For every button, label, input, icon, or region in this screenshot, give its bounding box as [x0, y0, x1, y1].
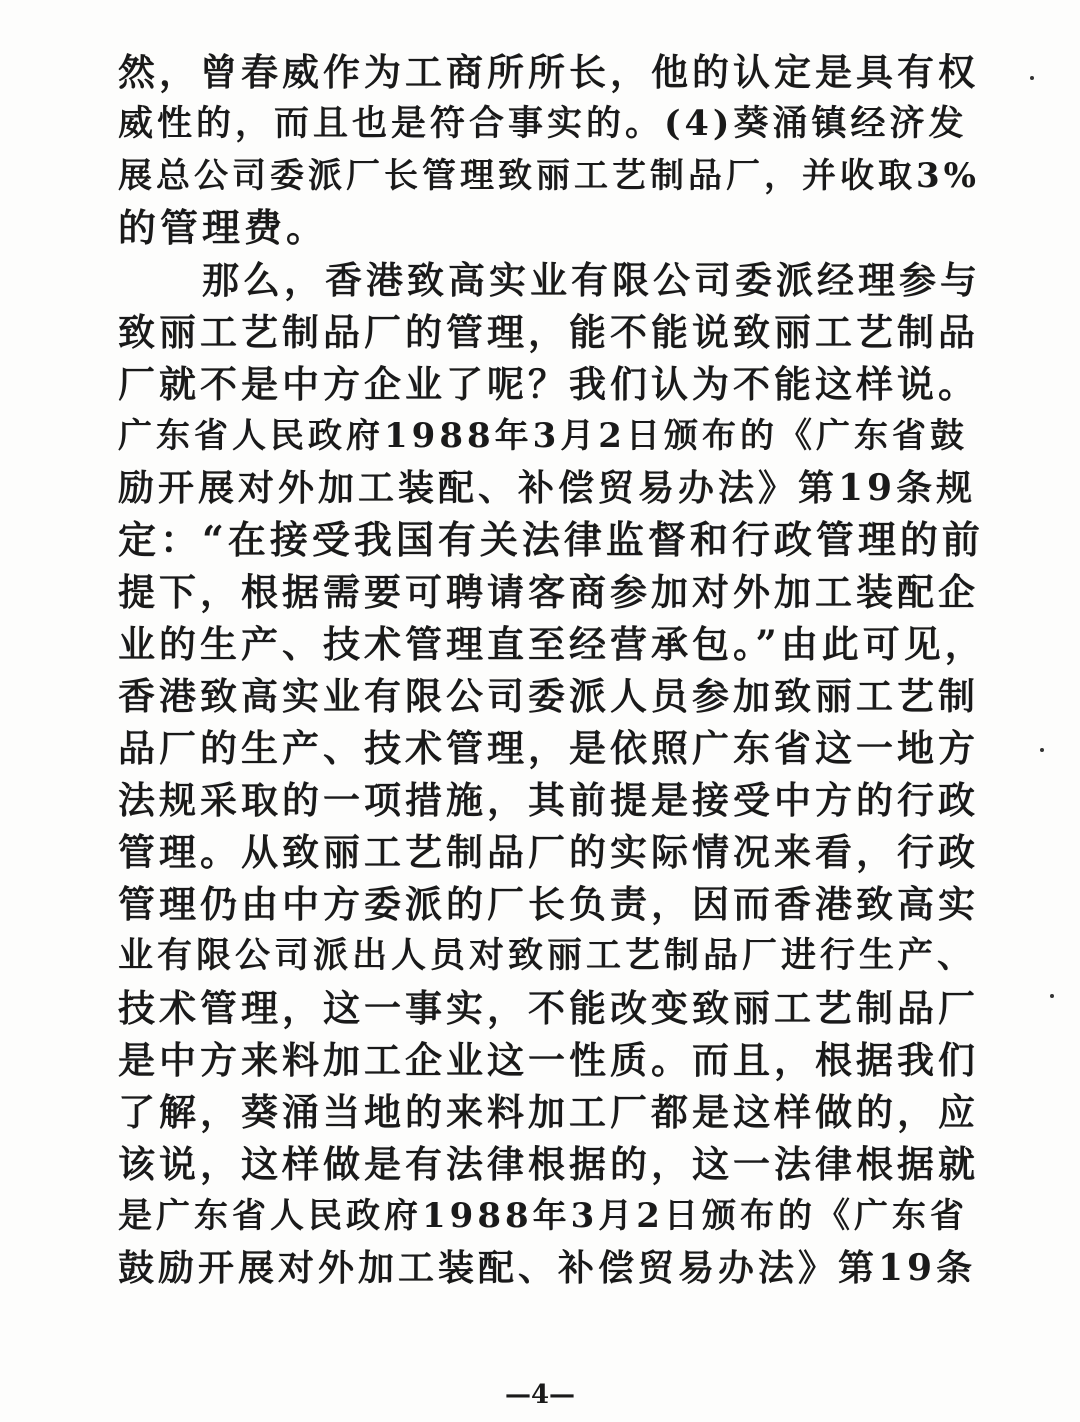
- text-line-18: 业有限公司派出人员对致丽工艺制品厂进行生产、: [118, 935, 977, 976]
- text-line-20: 是中方来料加工企业这一性质。而且，根据我们: [118, 1038, 979, 1082]
- text-line-19: 技术管理，这一事实，不能改变致丽工艺制品厂: [118, 986, 979, 1030]
- text-line-17: 管理仍由中方委派的厂长负责，因而香港致高实: [118, 882, 979, 926]
- text-line-3: 展总公司委派厂长管理致丽工艺制品厂，并收取3%: [118, 156, 980, 196]
- scan-speck: [1040, 748, 1044, 752]
- text-line-9: 励开展对外加工装配、补偿贸易办法》第19条规: [118, 467, 977, 509]
- text-line-2: 威性的，而且也是符合事实的。(4)葵涌镇经济发: [118, 103, 968, 144]
- text-line-22: 该说，这样做是有法律根据的，这一法律根据就: [118, 1142, 979, 1186]
- text-line-16: 管理。从致丽工艺制品厂的实际情况来看，行政: [118, 830, 979, 874]
- text-line-12: 业的生产、技术管理直至经营承包。”由此可见，: [118, 622, 986, 666]
- text-line-21: 了解，葵涌当地的来料加工厂都是这样做的，应: [118, 1090, 979, 1134]
- text-line-15: 法规采取的一项措施，其前提是接受中方的行政: [118, 778, 979, 822]
- text-line-23: 是广东省人民政府1988年3月2日颁布的《广东省: [118, 1196, 968, 1236]
- body-text: [118, 46, 988, 1294]
- text-line-6: 致丽工艺制品厂的管理，能不能说致丽工艺制品: [118, 310, 979, 354]
- text-line-10: 定：“在接受我国有关法律监督和行政管理的前: [118, 517, 984, 562]
- text-line-11: 提下，根据需要可聘请客商参加对外加工装配企: [118, 570, 979, 614]
- text-line-1: 然，曾春威作为工商所所长，他的认定是具有权: [118, 50, 979, 94]
- page-number: —4—: [504, 1380, 576, 1410]
- text-line-24: 鼓励开展对外加工装配、补偿贸易办法》第19条: [118, 1247, 977, 1289]
- scan-speck: [1050, 994, 1054, 998]
- scan-speck: [1030, 76, 1034, 80]
- text-line-7: 厂就不是中方企业了呢？我们认为不能这样说。: [118, 362, 979, 406]
- text-line-13: 香港致高实业有限公司委派人员参加致丽工艺制: [118, 674, 979, 718]
- text-line-14: 品厂的生产、技术管理，是依照广东省这一地方: [118, 726, 979, 770]
- text-line-5: 那么，香港致高实业有限公司委派经理参与: [202, 258, 981, 302]
- text-line-4: 的管理费。: [118, 205, 329, 250]
- text-line-8: 广东省人民政府1988年3月2日颁布的《广东省鼓: [118, 416, 968, 456]
